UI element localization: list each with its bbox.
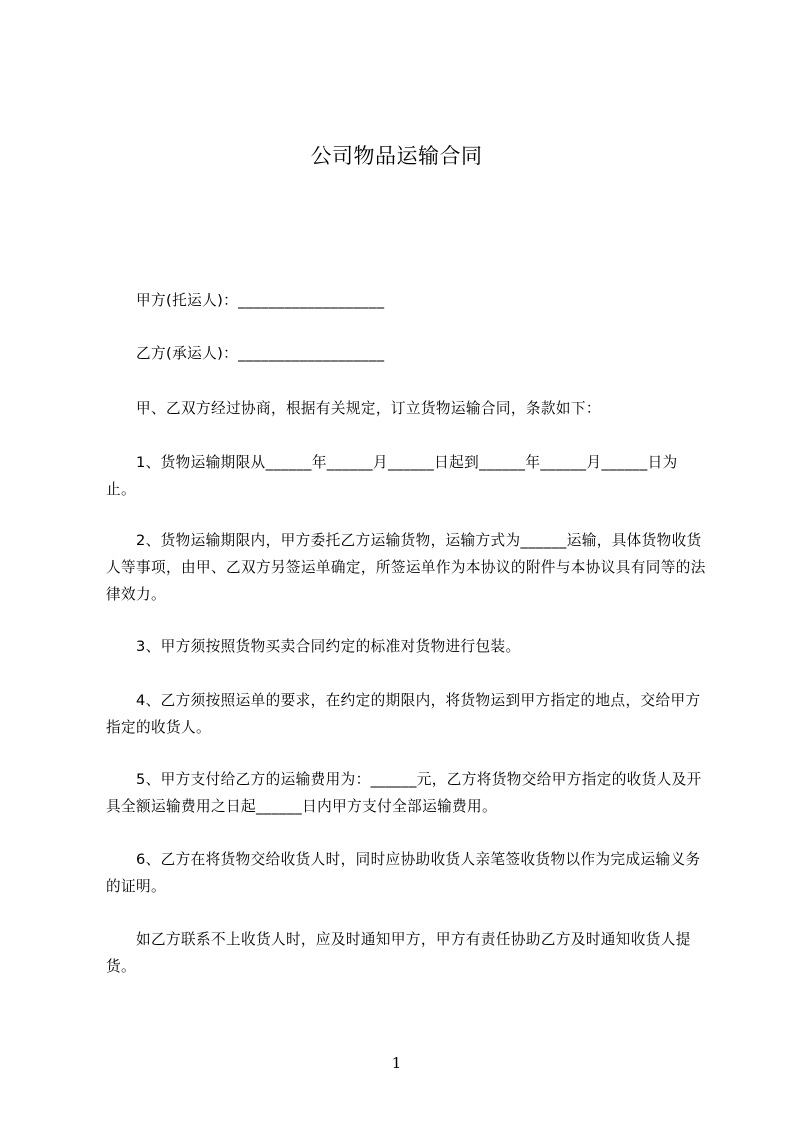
clause-5: 5、甲方支付给乙方的运输费用为：______元，乙方将货物交给甲方指定的收货人及开具全额运输费用之日起______日内甲方支付全部运输费用。 <box>106 771 702 815</box>
intro-paragraph: 甲、乙双方经过协商，根据有关规定，订立货物运输合同，条款如下： <box>136 400 601 417</box>
clause-6: 6、乙方在将货物交给收货人时，同时应协助收货人亲笔签收货物以作为完成运输义务的证明。 <box>106 851 701 895</box>
party-b-line: 乙方(承运人)：___________________ <box>136 345 385 362</box>
page-number: 1 <box>391 1054 402 1072</box>
party-a-line: 甲方(托运人)：___________________ <box>136 292 385 309</box>
clause-3: 3、甲方须按照货物买卖合同约定的标准对货物进行包装。 <box>136 638 521 655</box>
clause-1: 1、货物运输期限从______年______月______日起到______年______月______日为止。 <box>106 454 678 498</box>
clause-note: 如乙方联系不上收货人时，应及时通知甲方，甲方有责任协助乙方及时通知收货人提货。 <box>106 931 691 975</box>
clause-2: 2、货物运输期限内，甲方委托乙方运输货物，运输方式为______运输，具体货物收货人等事项，由甲、乙双方另签运单确定，所签运单作为本协议的附件与本协议具有同等的法律效力。 <box>106 532 706 603</box>
document-title: 公司物品运输合同 <box>310 144 483 168</box>
clause-4: 4、乙方须按照运单的要求，在约定的期限内，将货物运到甲方指定的地点，交给甲方指定的收货人。 <box>106 692 701 736</box>
